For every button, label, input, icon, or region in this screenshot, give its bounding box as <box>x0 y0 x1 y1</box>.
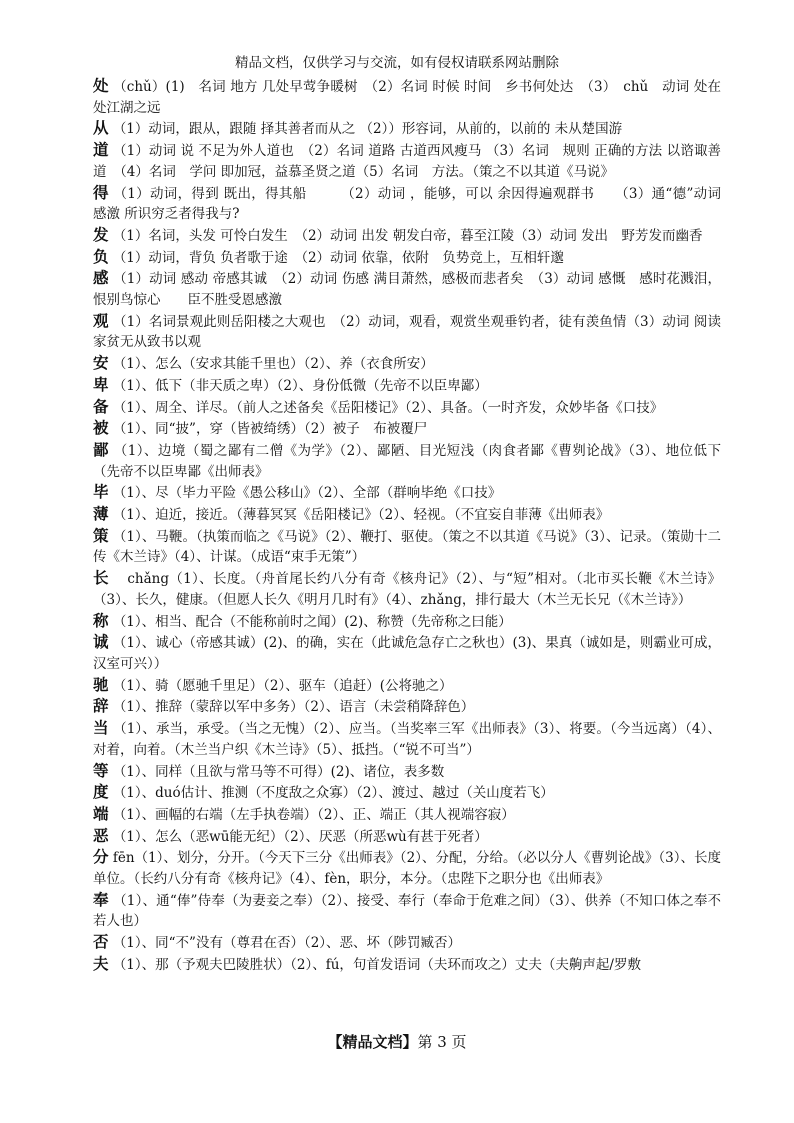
entry-definition: （1）、同样（且欲与常马等不可得）(2)、诸位，表多数 <box>112 763 445 780</box>
dictionary-entry <box>93 311 721 353</box>
entry-definition: chǎng（1）、长度。（舟首尾长约八分有奇《核舟记》（2）、与“短”相对。（北市买长鞭《木兰诗》（3）、长久，健康。（但愿人长久《明月几时有》（4）、zhǎng，排行最大（木兰无长兄（《木兰诗》） <box>93 571 721 608</box>
entry-headword: 称 <box>93 611 109 630</box>
dictionary-entry <box>93 76 721 118</box>
entry-headword: 毕 <box>93 483 109 502</box>
dictionary-entry <box>93 890 721 932</box>
entry-definition: （1）、duó估计、推测（不度敌之众寡）（2）、渡过、越过（关山度若飞） <box>112 785 554 802</box>
entry-definition: （1）名词，头发 可怜白发生 （2）动词 出发 朝发白帝，暮至江陵（3）动词 发出 野芳发而幽香 <box>112 227 703 244</box>
dictionary-entry <box>93 847 721 889</box>
entry-headword: 发 <box>93 225 109 244</box>
entry-definition: （1）、推辞（蒙辞以军中多务）（2）、语言（未尝稍降辞色） <box>112 699 475 716</box>
dictionary-entry <box>93 440 721 482</box>
entry-headword: 安 <box>93 354 109 373</box>
dictionary-entry <box>93 397 721 419</box>
entry-definition: （1）、低下（非天质之卑）（2）、身份低微（先帝不以臣卑鄙） <box>112 377 488 394</box>
dictionary-entry <box>93 375 721 397</box>
entry-definition: （1）动词，背负 负者歌于途 （2）动词 依靠，依附 负势竞上，互相轩邈 <box>112 249 564 266</box>
entry-definition: （1）名词景观此则岳阳楼之大观也 （2）动词，观看，观赏坐观垂钓者，徒有羡鱼情（3）动词 阅读 家贫无从致书以观 <box>93 313 721 351</box>
entry-definition: （1）、相当、配合（不能称前时之闻）(2)、称赞（先帝称之曰能） <box>112 613 512 630</box>
dictionary-entry <box>93 761 721 783</box>
entry-definition: （1）、尽（毕力平险《愚公移山》（2）、全部（群响毕绝《口技》 <box>112 485 502 502</box>
dictionary-entry <box>93 140 721 182</box>
page-number: 第 3 页 <box>417 1033 467 1051</box>
entry-headword: 度 <box>93 783 109 802</box>
dictionary-content <box>93 76 721 976</box>
entry-headword: 夫 <box>93 954 109 973</box>
entry-headword: 长 <box>93 569 109 588</box>
entry-definition: （1）、诚心（帝感其诚）(2)、的确，实在（此诚危急存亡之秋也）(3)、果真（诚如是，则霸业可成，汉室可兴）） <box>93 635 721 672</box>
dictionary-entry <box>93 568 721 610</box>
entry-headword: 奉 <box>93 890 109 909</box>
entry-headword: 备 <box>93 397 109 416</box>
entry-headword: 分 <box>93 848 109 867</box>
dictionary-entry <box>93 675 721 697</box>
entry-definition: （1）、同“不”没有（尊君在否）（2）、恶、坏（陟罚臧否） <box>112 935 462 952</box>
entry-headword: 观 <box>93 311 109 330</box>
dictionary-entry <box>93 632 721 674</box>
entry-definition: （1）动词，跟从，跟随 择其善者而从之 （2））形容词，从前的，以前的 未从楚国游 <box>112 121 623 138</box>
entry-headword: 处 <box>93 77 109 95</box>
dictionary-entry <box>93 118 721 140</box>
entry-definition: （1）、画幅的右端（左手执卷端）（2）、正、端正（其人视端容寂） <box>112 806 515 823</box>
entry-definition: （1）、承当，承受。（当之无愧）（2）、应当。（当奖率三军《出师表》（3）、将要。（今当远离）（4）、对着，向着。（木兰当户织《木兰诗》（5）、抵挡。（“锐不可当”） <box>93 721 721 758</box>
entry-definition: （1）动词，得到 既出，得其船 （2）动词 ，能够，可以 余因得遍观群书 （3）通“德”动词 感激 所识穷乏者得我与? <box>93 185 721 223</box>
entry-definition: （1）、骑（愿驰千里足）（2）、驱车（追赶）(公将驰之） <box>112 677 453 694</box>
entry-definition: （1）动词 说 不足为外人道也 （2）名词 道路 古道西风瘦马 （3）名词 规则 正确的方法 以谘诹善道 （4）名词 学问 即加冠，益慕圣贤之道（5）名词 方法。（策之不以其道《马说》 <box>93 143 721 180</box>
dictionary-entry <box>93 247 721 269</box>
entry-headword: 辞 <box>93 697 109 716</box>
entry-definition: （1）、怎么（恶wū能无纪）（2）、厌恶（所恶wù有甚于死者） <box>112 828 488 845</box>
entry-headword: 否 <box>93 933 109 952</box>
dictionary-entry <box>93 826 721 848</box>
entry-definition: （1）、通“俸”侍奉（为妻妾之奉）（2）、接受、奉行（奉命于危难之间）（3）、供养（不知口体之奉不若人也） <box>93 892 721 930</box>
footer-label: 【精品文档】 <box>327 1033 418 1051</box>
dictionary-entry <box>93 804 721 826</box>
entry-definition: （1）动词 感动 帝感其诚 （2）动词 伤感 满目萧然，感极而悲者矣 （3）动词 感慨 感时花溅泪，恨别鸟惊心 臣不胜受恩感激 <box>93 271 721 309</box>
dictionary-entry <box>93 482 721 504</box>
dictionary-entry <box>93 268 721 310</box>
entry-definition: fēn（1）、划分，分开。（今天下三分《出师表》（2）、分配，分给。（必以分人《曹刿论战》（3）、长度单位。（长约八分有奇《核舟记》（4）、fèn，职分，本分。（忠陛下之职分也《出师表》 <box>93 850 721 888</box>
entry-headword: 感 <box>93 269 109 288</box>
entry-headword: 鄙 <box>93 440 109 459</box>
dictionary-entry <box>93 504 721 526</box>
entry-headword: 恶 <box>93 826 109 845</box>
entry-headword: 被 <box>93 419 109 438</box>
entry-definition: （1）、马鞭。（执策而临之《马说》（2）、鞭打、驱使。（策之不以其道《马说》（3）、记录。（策勋十二传《木兰诗》（4）、计谋。（成语“束手无策”） <box>93 528 721 566</box>
dictionary-entry <box>93 526 721 568</box>
entry-headword: 卑 <box>93 375 109 394</box>
dictionary-entry <box>93 718 721 760</box>
entry-definition: （1）、那（予观夫巴陵胜状）（2）、fú，句首发语词（夫环而攻之）丈夫（夫齁声起/罗敷 <box>112 956 641 973</box>
entry-definition: （1）、怎么（安求其能千里也）（2）、养（衣食所安） <box>112 356 434 373</box>
entry-headword: 当 <box>93 719 109 738</box>
entry-headword: 诚 <box>93 633 109 652</box>
entry-definition: （1）、同“披”，穿（皆被绮绣）（2）被子 布被覆尸 <box>112 421 428 438</box>
entry-headword: 端 <box>93 804 109 823</box>
entry-headword: 道 <box>93 141 109 160</box>
entry-headword: 负 <box>93 247 109 266</box>
page-footer <box>0 1031 794 1053</box>
dictionary-entry <box>93 782 721 804</box>
dictionary-entry <box>93 353 721 375</box>
dictionary-entry <box>93 932 721 954</box>
entry-headword: 从 <box>93 119 109 138</box>
entry-definition: （1）、迫近，接近。（薄暮冥冥《岳阳楼记》（2）、轻视。（不宜妄自菲薄《出师表》 <box>112 507 610 524</box>
dictionary-entry <box>93 696 721 718</box>
entry-headword: 薄 <box>93 505 109 524</box>
dictionary-entry <box>93 954 721 976</box>
entry-definition: （1）、边境（蜀之鄙有二僧《为学》（2）、鄙陋、目光短浅（肉食者鄙《曹刿论战》（3）、地位低下（先帝不以臣卑鄙《出师表》 <box>93 442 721 480</box>
entry-definition: （1）、周全、详尽。（前人之述备矣《岳阳楼记》（2）、具备。（一时齐发，众妙毕备《口技》 <box>112 399 664 416</box>
dictionary-entry <box>93 225 721 247</box>
dictionary-entry <box>93 418 721 440</box>
header-note: 精品文档，仅供学习与交流，如有侵权请联系网站删除 <box>235 55 559 71</box>
entry-headword: 等 <box>93 761 109 780</box>
entry-headword: 得 <box>93 183 109 202</box>
dictionary-entry <box>93 611 721 633</box>
entry-headword: 驰 <box>93 675 109 694</box>
entry-definition: （chǔ）(1) 名词 地方 几处早莺争暖树 （2）名词 时候 时间 乡书何处达 （3） chǔ 动词 处在 处江湖之远 <box>93 79 721 116</box>
entry-headword: 策 <box>93 526 109 545</box>
dictionary-entry <box>93 183 721 225</box>
